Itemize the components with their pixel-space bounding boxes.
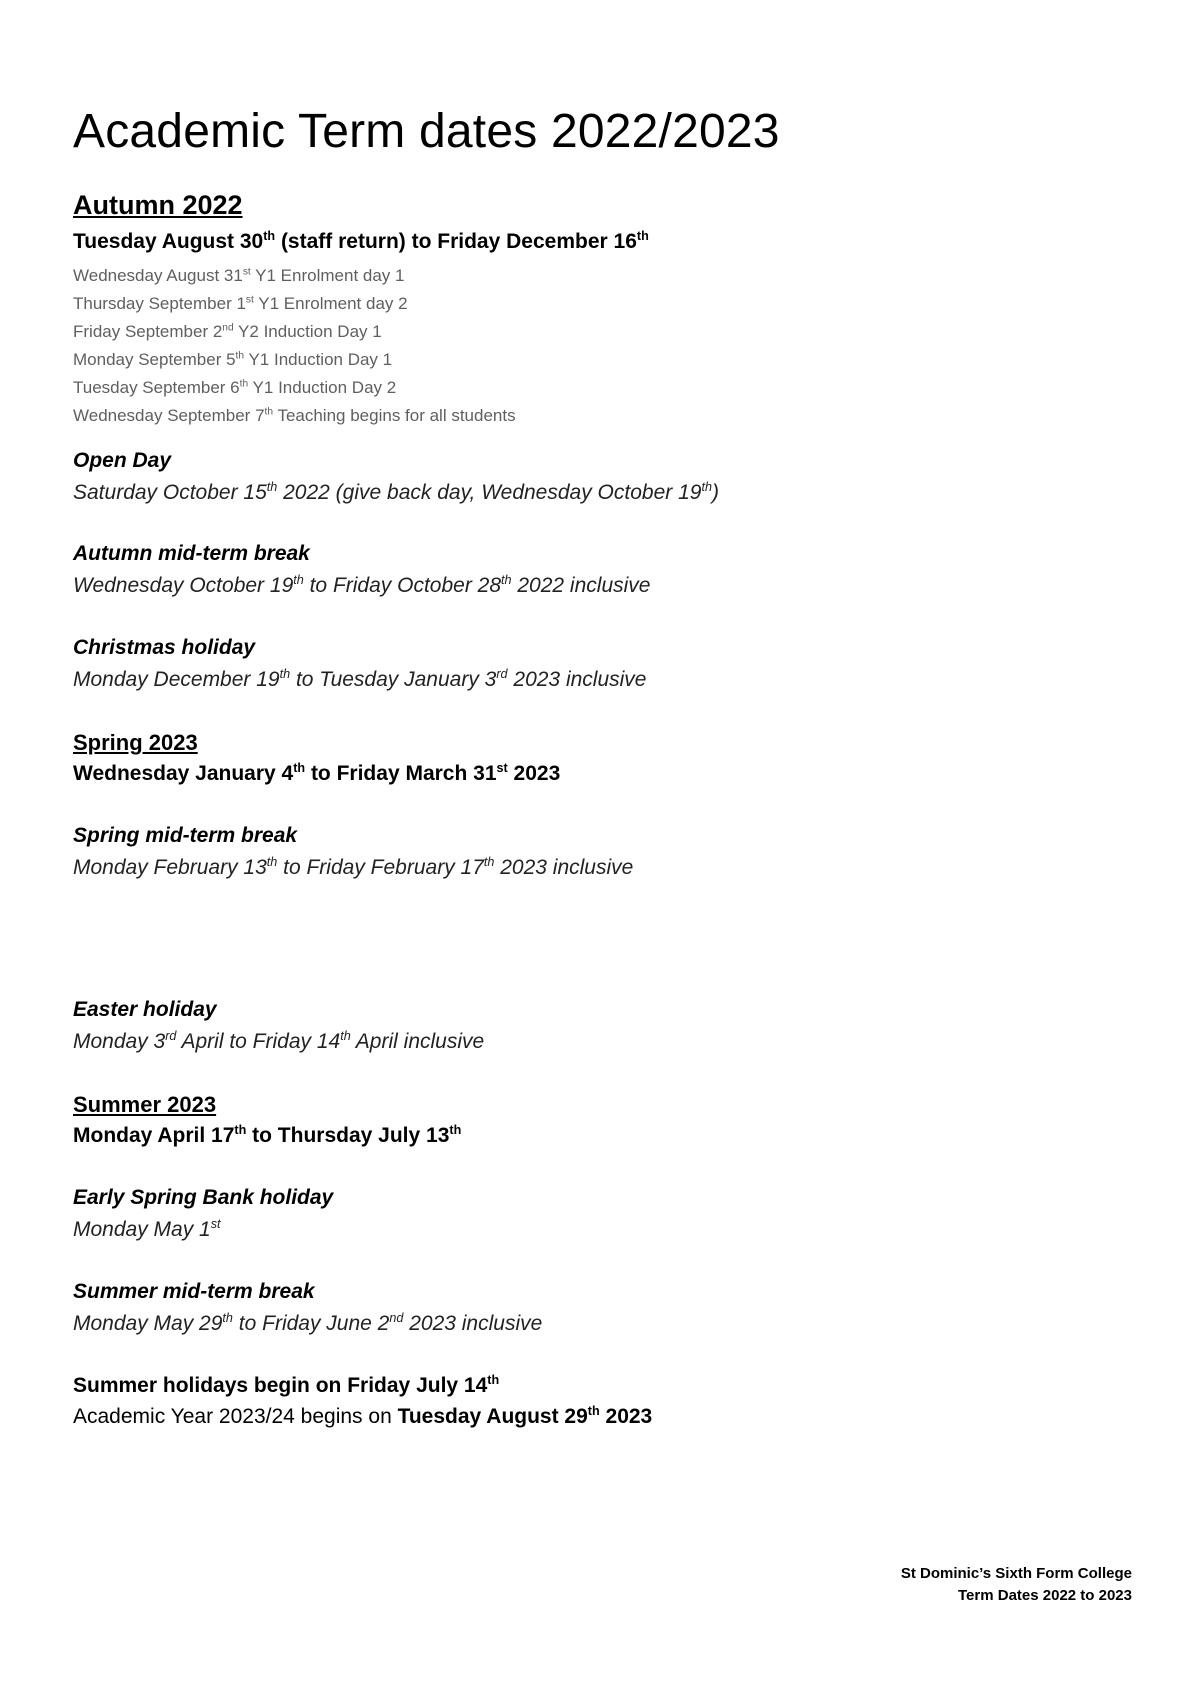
date-part: 2022 (give back day, Wednesday October 19 [277,481,702,504]
spring-heading: Spring 2023 [73,730,198,755]
autumn-range-start-sup: th [263,229,276,243]
date-part: Monday 3 [73,1030,166,1053]
summer-break-date [73,1312,542,1336]
date-part: Monday December 19 [73,668,280,691]
date-sup: th [483,855,495,869]
detail-line [73,346,516,374]
date-sup: th [279,667,291,681]
date-sup: th [501,573,512,587]
christmas-title: Christmas holiday [73,636,256,659]
bank-holiday-title: Early Spring Bank holiday [73,1186,334,1209]
easter-date [73,1030,484,1054]
next-year-line [73,1405,652,1429]
detail-date: Tuesday September 6 [73,378,240,397]
page-title: Academic Term dates 2022/2023 [73,105,780,158]
date-part: 2023 inclusive [494,856,634,879]
date-part: to Friday October 28 [303,574,502,597]
detail-line [73,318,516,346]
footer-doc-title: Term Dates 2022 to 2023 [958,1587,1132,1604]
detail-sup: th [235,350,245,362]
date-sup: th [234,1123,247,1137]
detail-sup: th [264,406,274,418]
autumn-range [73,230,649,254]
date-sup: th [293,761,306,775]
date-part: 2023 inclusive [507,668,647,691]
date-part: Monday April 17 [73,1124,235,1147]
detail-line [73,262,516,290]
date-sup: th [340,1029,351,1043]
date-sup: nd [389,1311,404,1325]
open-day-title: Open Day [73,449,172,472]
document-page [73,0,1133,1698]
date-sup: st [496,761,508,775]
autumn-range-end-sup: th [636,229,649,243]
detail-date: Wednesday August 31 [73,266,243,285]
summer-holidays-line [73,1374,499,1398]
bank-holiday-date [73,1218,221,1242]
detail-date: Thursday September 1 [73,294,246,313]
date-sup: th [449,1123,462,1137]
date-part: Wednesday October 19 [73,574,294,597]
detail-text: Y1 Induction Day 2 [248,378,397,397]
autumn-details [73,262,516,430]
autumn-range-start: Tuesday August 30 [73,230,264,253]
date-part: 2023 inclusive [403,1312,543,1335]
date-part: to Friday February 17 [277,856,484,879]
detail-sup: th [239,378,249,390]
date-sup: th [587,1404,600,1418]
date-sup: th [293,573,304,587]
date-part: 2023 [507,762,561,785]
document-footer [901,1563,1132,1607]
date-part: Summer holidays begin on Friday July 14 [73,1374,488,1397]
summer-break-title: Summer mid-term break [73,1280,315,1303]
date-sup: th [222,1311,233,1325]
autumn-break-date [73,574,650,598]
next-year-date: Tuesday August 29 [397,1405,588,1428]
autumn-heading: Autumn 2022 [73,190,243,220]
date-part: to Friday June 2 [232,1312,390,1335]
detail-line [73,402,516,430]
detail-date: Wednesday September 7 [73,406,265,425]
date-part: Monday May 1 [73,1218,211,1241]
date-sup: th [487,1373,500,1387]
christmas-date [73,668,646,692]
date-part: Monday May 29 [73,1312,223,1335]
autumn-break-title: Autumn mid-term break [73,542,310,565]
date-sup: rd [165,1029,177,1043]
detail-text: Y2 Induction Day 1 [233,322,382,341]
footer-college-name: St Dominic’s Sixth Form College [900,1565,1132,1582]
date-part: April inclusive [350,1030,485,1053]
detail-date: Monday September 5 [73,350,236,369]
detail-line [73,374,516,402]
spring-break-date [73,856,633,880]
detail-text: Y1 Induction Day 1 [244,350,393,369]
autumn-range-end: (staff return) to Friday December 16 [275,230,637,253]
open-day-date [73,481,719,505]
easter-title: Easter holiday [73,998,217,1021]
spring-range [73,762,560,786]
next-year-text: Academic Year 2023/24 begins on [73,1405,398,1428]
date-part: to Thursday July 13 [246,1124,450,1147]
date-part: Saturday October 15 [73,481,267,504]
summer-heading: Summer 2023 [73,1092,217,1117]
spring-break-title: Spring mid-term break [73,824,298,847]
summer-range [73,1124,461,1148]
date-part: ) [711,481,719,504]
date-sup: th [266,855,278,869]
date-sup: st [210,1217,221,1231]
date-part: 2022 inclusive [511,574,651,597]
date-part: to Tuesday January 3 [290,668,497,691]
date-part: April to Friday 14 [176,1030,341,1053]
detail-line [73,290,516,318]
date-part: to Friday March 31 [305,762,497,785]
detail-sup: st [245,294,254,306]
date-part: Wednesday January 4 [73,762,294,785]
date-sup: rd [496,667,508,681]
date-sup: th [266,480,278,494]
date-sup: th [701,480,712,494]
detail-text: Teaching begins for all students [273,406,516,425]
detail-text: Y1 Enrolment day 1 [250,266,405,285]
detail-sup: st [242,266,251,278]
detail-sup: nd [222,322,234,334]
detail-date: Friday September 2 [73,322,223,341]
next-year-suffix: 2023 [599,1405,653,1428]
detail-text: Y1 Enrolment day 2 [253,294,408,313]
date-part: Monday February 13 [73,856,267,879]
